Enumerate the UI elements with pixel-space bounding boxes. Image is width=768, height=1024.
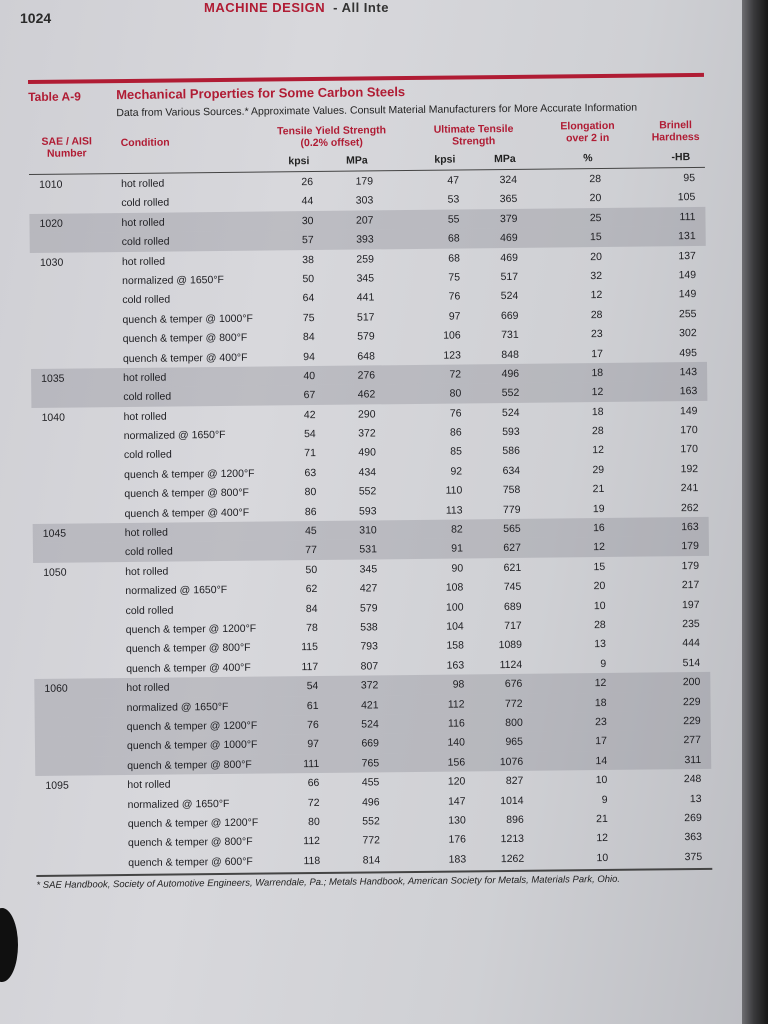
cell-ultimate-kpsi: 106 (443, 329, 461, 342)
cell-yield-kpsi: 84 (302, 331, 315, 344)
cell-ultimate-mpa: 524 (501, 406, 520, 419)
cell-elongation: 20 (593, 580, 606, 593)
cell-yield-kpsi: 112 (303, 835, 321, 848)
cell-condition: normalized @ 1650°F (122, 273, 224, 287)
cell-brinell: 149 (678, 288, 697, 301)
cell-condition: quench & temper @ 400°F (122, 351, 248, 365)
cell-elongation: 10 (593, 599, 606, 612)
cell-yield-mpa: 807 (360, 660, 379, 673)
cell-condition: cold rolled (125, 604, 174, 617)
cell-yield-kpsi: 86 (304, 505, 317, 518)
cell-elongation: 12 (593, 541, 605, 554)
cell-condition: cold rolled (124, 545, 173, 559)
cell-ultimate-mpa: 1124 (499, 658, 523, 671)
cell-condition: hot rolled (123, 410, 167, 423)
cell-ultimate-kpsi: 55 (447, 213, 460, 226)
cell-ultimate-mpa: 717 (504, 619, 522, 633)
cell-brinell: 137 (678, 249, 696, 262)
cell-yield-mpa: 669 (361, 737, 380, 750)
cell-ultimate-mpa: 965 (505, 736, 524, 749)
cell-yield-mpa: 259 (356, 252, 374, 266)
cell-yield-kpsi: 77 (305, 544, 318, 557)
header-yield: Tensile Yield Strength (0.2% offset) (277, 124, 387, 150)
cell-condition: cold rolled (121, 196, 170, 210)
cell-brinell: 170 (680, 443, 698, 456)
cell-yield-kpsi: 44 (301, 195, 314, 208)
cell-yield-mpa: 303 (355, 194, 374, 207)
cell-brinell: 311 (684, 753, 702, 766)
cell-ultimate-kpsi: 97 (448, 310, 461, 323)
cell-ultimate-kpsi: 123 (443, 348, 461, 362)
cell-condition: quench & temper @ 1200°F (127, 816, 259, 830)
cell-yield-kpsi: 75 (302, 311, 315, 324)
cell-elongation: 17 (591, 347, 603, 360)
cell-elongation: 17 (595, 735, 608, 748)
cell-yield-kpsi: 62 (305, 583, 318, 596)
cell-elongation: 15 (593, 560, 606, 573)
cell-condition: hot rolled (121, 177, 165, 191)
header-elongation: Elongation over 2 in (560, 119, 615, 145)
header-ultimate: Ultimate Tensile Strength (433, 122, 514, 148)
cell-yield-kpsi: 118 (303, 854, 321, 867)
header-yield-mpa: MPa (346, 154, 368, 167)
cell-ultimate-mpa: 800 (505, 716, 523, 729)
cell-sae: 1060 (44, 682, 68, 696)
cell-ultimate-mpa: 669 (500, 309, 519, 322)
cell-yield-kpsi: 76 (307, 718, 319, 732)
cell-ultimate-mpa: 379 (499, 212, 518, 225)
cell-yield-mpa: 490 (358, 446, 376, 460)
header-yield-kpsi: kpsi (288, 155, 310, 168)
cell-yield-mpa: 421 (360, 698, 379, 712)
cell-elongation: 28 (593, 618, 606, 632)
header-brinell: Brinell Hardness (651, 119, 700, 144)
cell-yield-mpa: 496 (361, 795, 380, 809)
cell-ultimate-kpsi: 85 (450, 445, 462, 459)
cell-elongation: 18 (591, 366, 604, 380)
cell-brinell: 163 (679, 385, 698, 398)
cell-elongation: 32 (590, 269, 603, 283)
cell-brinell: 95 (683, 172, 696, 185)
cell-ultimate-mpa: 1213 (500, 833, 525, 846)
cell-condition: quench & temper @ 400°F (124, 506, 250, 520)
cell-ultimate-kpsi: 98 (452, 678, 465, 691)
cell-ultimate-kpsi: 112 (447, 698, 465, 711)
cell-condition: hot rolled (121, 255, 166, 268)
cell-ultimate-kpsi: 130 (448, 814, 466, 827)
cell-yield-mpa: 593 (358, 505, 377, 518)
cell-yield-mpa: 579 (357, 330, 375, 343)
cell-brinell: 229 (682, 695, 701, 708)
cell-ultimate-mpa: 586 (502, 445, 520, 458)
cell-ultimate-mpa: 524 (500, 290, 519, 303)
cell-elongation: 19 (592, 502, 605, 515)
cell-yield-kpsi: 117 (301, 660, 319, 673)
cell-ultimate-kpsi: 80 (449, 387, 462, 400)
cell-ultimate-mpa: 469 (500, 251, 518, 264)
table-top-rule (28, 73, 704, 84)
cell-condition: quench & temper @ 600°F (128, 855, 253, 869)
cell-brinell: 149 (679, 404, 698, 417)
book-gutter (742, 0, 768, 1024)
cell-condition: quench & temper @ 1200°F (124, 467, 255, 481)
cell-elongation: 18 (594, 696, 607, 709)
cell-ultimate-kpsi: 68 (448, 252, 460, 265)
cell-condition: cold rolled (123, 448, 172, 462)
cell-ultimate-mpa: 896 (506, 813, 524, 826)
cell-yield-mpa: 814 (362, 854, 381, 867)
cell-condition: hot rolled (126, 681, 170, 695)
cell-ultimate-kpsi: 53 (447, 193, 460, 207)
cell-yield-mpa: 552 (358, 485, 377, 498)
cell-yield-mpa: 772 (362, 834, 381, 847)
cell-yield-kpsi: 66 (307, 777, 320, 790)
cell-condition: normalized @ 1650°F (127, 797, 230, 811)
header-percent: % (583, 152, 593, 165)
cell-yield-kpsi: 71 (304, 447, 316, 460)
cell-brinell: 375 (684, 850, 703, 863)
cell-brinell: 229 (683, 714, 701, 728)
cell-brinell: 170 (680, 424, 698, 437)
cell-ultimate-mpa: 689 (503, 600, 522, 613)
cell-brinell: 197 (681, 598, 700, 611)
cell-brinell: 179 (681, 540, 699, 553)
cell-yield-kpsi: 84 (305, 602, 318, 615)
cell-yield-mpa: 524 (361, 718, 379, 731)
cell-ultimate-mpa: 1089 (498, 639, 523, 652)
cell-ultimate-kpsi: 140 (447, 736, 466, 749)
cell-elongation: 12 (591, 386, 604, 399)
cell-ultimate-mpa: 731 (501, 329, 519, 342)
cell-sae: 1030 (39, 256, 64, 269)
cell-condition: quench & temper @ 800°F (127, 758, 252, 772)
cell-yield-mpa: 579 (359, 601, 378, 615)
cell-brinell: 105 (677, 191, 696, 204)
cell-ultimate-mpa: 496 (501, 367, 520, 380)
cell-yield-mpa: 648 (357, 349, 375, 363)
cell-elongation: 23 (590, 328, 603, 341)
cell-yield-kpsi: 30 (301, 214, 314, 227)
cell-ultimate-kpsi: 108 (445, 581, 464, 594)
cell-elongation: 25 (589, 211, 602, 224)
cell-ultimate-kpsi: 72 (449, 368, 462, 381)
cell-yield-kpsi: 115 (301, 641, 319, 654)
cell-elongation: 16 (592, 522, 605, 535)
cell-yield-mpa: 372 (358, 427, 376, 440)
cell-yield-kpsi: 80 (304, 486, 317, 499)
cell-ultimate-mpa: 1014 (500, 794, 524, 807)
cell-condition: cold rolled (122, 293, 171, 307)
cell-sae: 1035 (41, 372, 65, 385)
cell-sae: 1095 (45, 779, 69, 792)
cell-yield-kpsi: 26 (301, 176, 314, 189)
cell-condition: quench & temper @ 1000°F (122, 312, 254, 326)
table-subtitle: Data from Various Sources.* Approximate Values. Consult Material Manufacturers for More Accurate Information (116, 101, 638, 120)
cell-sae: 1020 (39, 217, 63, 230)
cell-ultimate-mpa: 469 (500, 232, 518, 245)
cell-elongation: 23 (595, 715, 607, 729)
cell-brinell: 235 (682, 617, 700, 631)
cell-elongation: 12 (596, 832, 609, 845)
cell-ultimate-mpa: 827 (505, 774, 524, 788)
cell-brinell: 131 (678, 230, 696, 243)
cell-condition: quench & temper @ 800°F (127, 835, 253, 850)
cell-yield-kpsi: 94 (303, 350, 315, 363)
binder-hole (0, 908, 18, 982)
cell-brinell: 363 (684, 831, 703, 844)
cell-brinell: 269 (684, 811, 702, 825)
cell-yield-mpa: 441 (356, 291, 375, 304)
cell-brinell: 514 (682, 656, 701, 669)
cell-ultimate-kpsi: 86 (449, 426, 462, 439)
cell-yield-mpa: 345 (356, 272, 375, 285)
cell-elongation: 10 (596, 851, 609, 864)
cell-ultimate-mpa: 1262 (500, 852, 525, 865)
cell-yield-kpsi: 64 (302, 292, 315, 305)
cell-elongation: 15 (589, 231, 602, 244)
cell-ultimate-kpsi: 100 (445, 601, 464, 614)
table-title: Mechanical Properties for Some Carbon Steels (116, 84, 406, 103)
cell-yield-mpa: 538 (360, 621, 378, 634)
cell-ultimate-kpsi: 47 (447, 174, 460, 187)
cell-ultimate-kpsi: 116 (447, 717, 465, 730)
carbon-steel-table (28, 73, 712, 891)
cell-ultimate-kpsi: 113 (445, 504, 463, 517)
cell-ultimate-mpa: 848 (501, 348, 519, 361)
cell-condition: cold rolled (123, 390, 172, 404)
cell-elongation: 13 (594, 638, 607, 651)
cell-yield-mpa: 552 (362, 815, 380, 828)
header-condition: Condition (120, 136, 170, 150)
cell-yield-mpa: 793 (360, 640, 379, 653)
cell-brinell: 163 (681, 521, 699, 534)
cell-yield-kpsi: 42 (303, 408, 316, 421)
cell-ultimate-mpa: 324 (499, 173, 518, 187)
cell-yield-kpsi: 80 (308, 815, 320, 828)
running-head (204, 0, 389, 15)
table-header (29, 119, 705, 175)
cell-yield-kpsi: 97 (307, 738, 320, 751)
cell-ultimate-kpsi: 163 (446, 659, 465, 672)
cell-elongation: 12 (594, 677, 607, 690)
cell-elongation: 18 (591, 405, 604, 418)
cell-condition: quench & temper @ 800°F (122, 331, 248, 346)
cell-yield-mpa: 427 (359, 582, 378, 595)
cell-ultimate-mpa: 593 (502, 425, 520, 439)
cell-condition: hot rolled (124, 526, 169, 540)
cell-brinell: 217 (681, 579, 700, 592)
cell-brinell: 192 (680, 462, 699, 476)
cell-brinell: 262 (680, 501, 699, 514)
cell-brinell: 255 (678, 307, 697, 320)
cell-ultimate-mpa: 772 (504, 697, 523, 710)
cell-yield-kpsi: 54 (303, 428, 316, 441)
cell-condition: quench & temper @ 1200°F (125, 622, 257, 636)
cell-brinell: 179 (681, 559, 700, 572)
header-ultimate-kpsi: kpsi (434, 153, 456, 166)
cell-condition: quench & temper @ 1000°F (126, 738, 258, 753)
cell-ultimate-kpsi: 68 (447, 232, 460, 245)
cell-ultimate-kpsi: 92 (450, 465, 463, 478)
cell-yield-mpa: 276 (357, 369, 376, 382)
cell-condition: quench & temper @ 800°F (124, 486, 249, 501)
cell-brinell: 143 (679, 365, 698, 379)
cell-ultimate-mpa: 758 (502, 484, 521, 497)
cell-yield-mpa: 290 (357, 408, 376, 421)
cell-yield-mpa: 207 (355, 214, 374, 227)
cell-yield-kpsi: 50 (305, 563, 318, 576)
page-number: 1024 (20, 10, 52, 26)
cell-condition: hot rolled (121, 216, 165, 229)
cell-condition: quench & temper @ 800°F (125, 642, 251, 656)
cell-ultimate-kpsi: 158 (446, 639, 465, 653)
cell-ultimate-kpsi: 120 (447, 775, 466, 788)
cell-brinell: 248 (683, 773, 702, 786)
cell-ultimate-mpa: 552 (501, 387, 520, 400)
cell-sae: 1045 (42, 527, 67, 540)
cell-yield-mpa: 393 (356, 233, 374, 246)
cell-yield-mpa: 310 (359, 524, 377, 537)
cell-ultimate-kpsi: 76 (449, 407, 462, 420)
cell-condition: hot rolled (123, 371, 167, 384)
running-head-title: MACHINE DESIGN (204, 0, 326, 15)
cell-ultimate-mpa: 1076 (499, 755, 524, 768)
cell-yield-mpa: 462 (357, 388, 376, 401)
cell-ultimate-kpsi: 90 (451, 562, 464, 575)
cell-brinell: 302 (679, 327, 697, 340)
cell-ultimate-kpsi: 76 (448, 290, 461, 303)
cell-ultimate-kpsi: 91 (451, 542, 463, 556)
cell-elongation: 10 (595, 774, 608, 787)
cell-ultimate-mpa: 365 (499, 193, 518, 206)
cell-ultimate-kpsi: 110 (445, 484, 463, 497)
cell-elongation: 21 (592, 483, 605, 496)
cell-brinell: 444 (682, 637, 700, 650)
cell-elongation: 9 (600, 657, 607, 670)
cell-condition: normalized @ 1650°F (123, 429, 226, 443)
cell-condition: normalized @ 1650°F (126, 700, 229, 714)
running-head-rest: - All Inte (333, 0, 389, 15)
table-number: Table A-9 (28, 89, 81, 104)
cell-elongation: 20 (589, 192, 602, 205)
cell-yield-kpsi: 67 (303, 389, 316, 402)
cell-condition: hot rolled (125, 565, 169, 578)
header-hb: -HB (671, 151, 691, 164)
cell-yield-kpsi: 45 (304, 525, 317, 538)
cell-ultimate-mpa: 676 (504, 678, 523, 691)
cell-condition: cold rolled (121, 235, 170, 249)
cell-elongation: 21 (596, 812, 608, 825)
cell-brinell: 13 (689, 792, 702, 805)
cell-elongation: 12 (590, 289, 603, 302)
cell-yield-mpa: 531 (359, 543, 378, 556)
cell-condition: hot rolled (127, 778, 171, 792)
cell-elongation: 29 (592, 463, 605, 476)
cell-ultimate-kpsi: 147 (447, 794, 466, 808)
cell-brinell: 241 (680, 482, 699, 495)
cell-elongation: 28 (590, 308, 603, 321)
cell-sae: 1010 (39, 178, 63, 191)
cell-elongation: 20 (590, 250, 602, 263)
cell-yield-mpa: 765 (361, 757, 380, 770)
header-sae: SAE / AISI Number (41, 135, 92, 160)
cell-yield-kpsi: 57 (301, 234, 314, 247)
cell-elongation: 28 (589, 173, 602, 186)
cell-yield-kpsi: 38 (302, 253, 314, 266)
cell-brinell: 200 (682, 676, 701, 689)
cell-yield-kpsi: 72 (307, 796, 320, 809)
cell-ultimate-mpa: 517 (500, 270, 519, 284)
cell-condition: quench & temper @ 400°F (126, 661, 251, 675)
cell-yield-mpa: 455 (361, 776, 380, 789)
cell-sae: 1040 (41, 411, 65, 424)
cell-brinell: 149 (678, 268, 697, 282)
cell-elongation: 14 (595, 754, 608, 767)
cell-yield-kpsi: 78 (306, 621, 318, 635)
cell-ultimate-mpa: 745 (503, 581, 522, 594)
cell-yield-kpsi: 40 (303, 369, 316, 383)
cell-yield-mpa: 517 (356, 311, 375, 324)
cell-ultimate-kpsi: 75 (448, 271, 461, 284)
cell-brinell: 495 (679, 346, 697, 359)
cell-elongation: 12 (592, 444, 604, 457)
cell-elongation: 28 (591, 425, 604, 438)
cell-sae: 1050 (43, 566, 67, 579)
cell-ultimate-mpa: 621 (503, 561, 522, 574)
header-ultimate-mpa: MPa (493, 152, 516, 166)
cell-brinell: 277 (683, 734, 702, 747)
cell-ultimate-mpa: 779 (502, 503, 521, 516)
cell-elongation: 9 (601, 793, 608, 806)
cell-yield-kpsi: 61 (306, 699, 319, 712)
cell-ultimate-kpsi: 183 (448, 853, 467, 866)
cell-ultimate-kpsi: 156 (447, 756, 466, 769)
cell-brinell: 111 (679, 210, 696, 223)
table-footnote: * SAE Handbook, Society of Automotive Engineers, Warrendale, Pa.; Metals Handbook, American Society for Metals, Materials Park, Ohio. (36, 873, 621, 892)
cell-yield-kpsi: 54 (306, 680, 319, 693)
cell-yield-mpa: 434 (358, 466, 377, 479)
cell-ultimate-mpa: 634 (502, 464, 521, 477)
cell-yield-kpsi: 111 (303, 757, 320, 770)
cell-yield-mpa: 345 (359, 563, 378, 576)
cell-ultimate-mpa: 565 (503, 522, 521, 536)
cell-yield-kpsi: 50 (302, 272, 315, 286)
cell-ultimate-kpsi: 176 (448, 833, 467, 846)
cell-condition: quench & temper @ 1200°F (126, 719, 258, 733)
cell-ultimate-kpsi: 104 (446, 620, 464, 633)
cell-yield-mpa: 372 (360, 679, 379, 692)
table-body (29, 168, 712, 873)
cell-ultimate-kpsi: 82 (450, 523, 463, 536)
cell-condition: normalized @ 1650°F (125, 584, 228, 598)
cell-ultimate-mpa: 627 (503, 542, 521, 555)
cell-yield-kpsi: 63 (304, 466, 317, 479)
cell-yield-mpa: 179 (355, 175, 374, 188)
